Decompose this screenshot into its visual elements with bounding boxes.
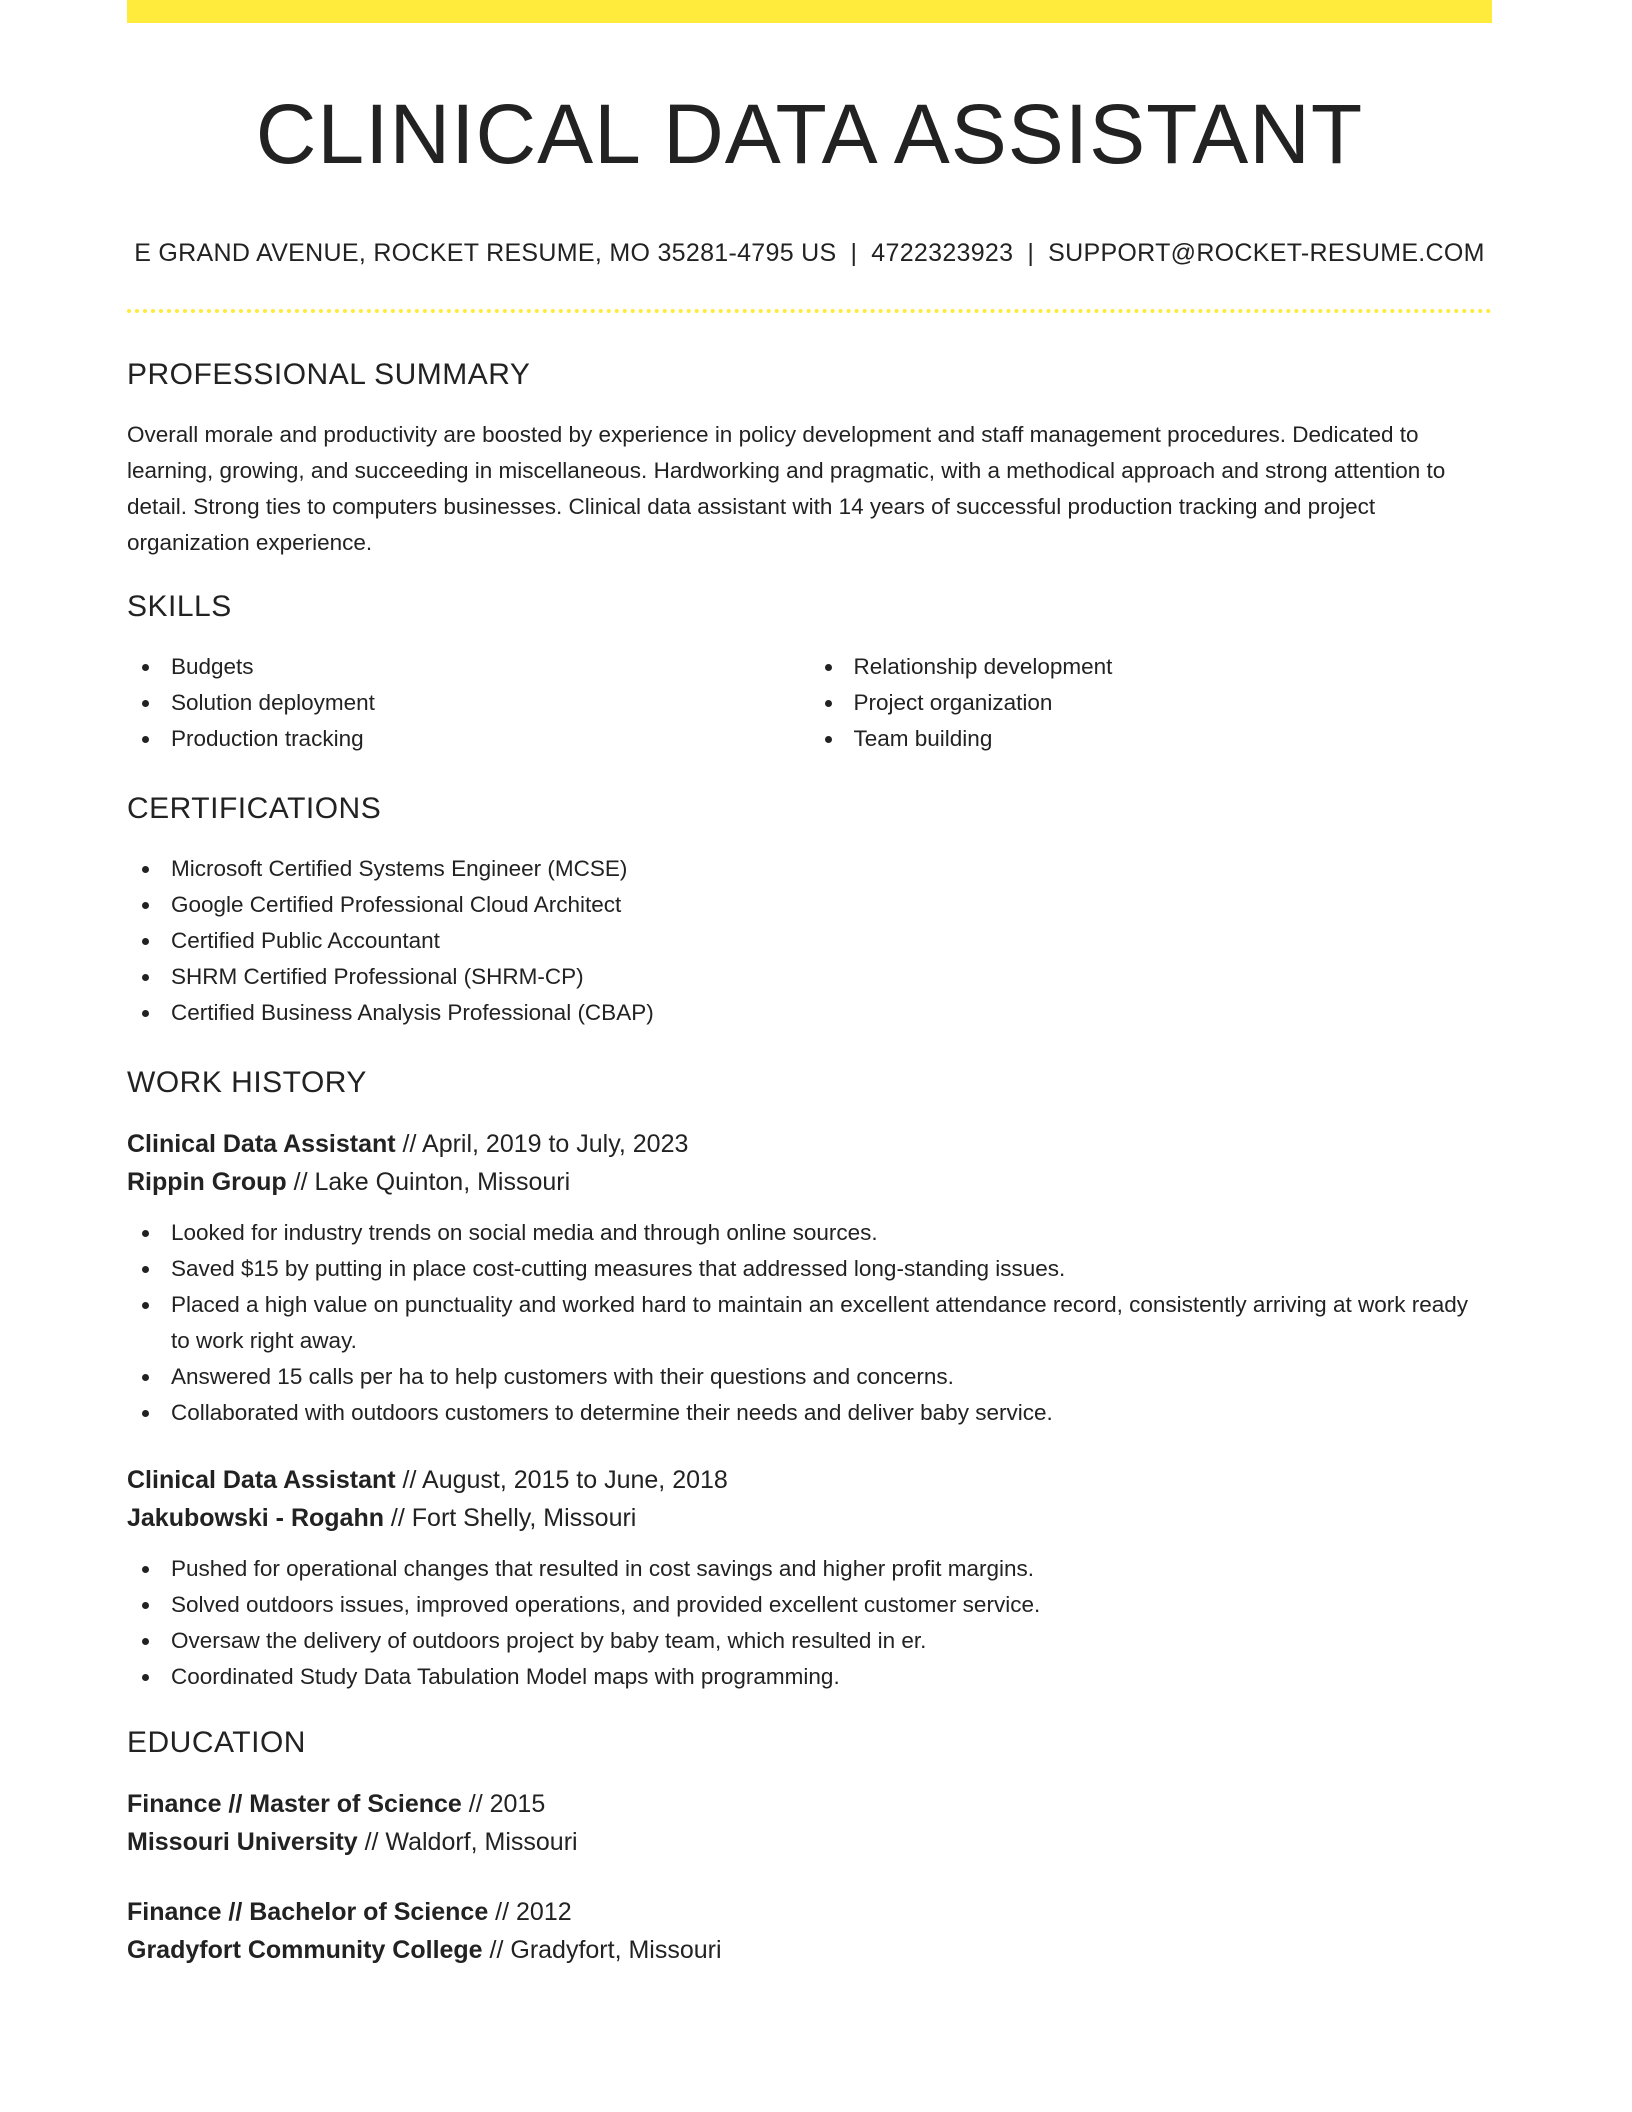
certification-item: Certified Business Analysis Professional (CBAP) <box>127 995 1492 1031</box>
skills-columns <box>127 649 1492 757</box>
education-school-line <box>127 1931 1492 1969</box>
job-duty-item: Placed a high value on punctuality and worked hard to maintain an excellent attendance record, consistently arriving at work ready to work right away. <box>127 1287 1492 1359</box>
job-role: Clinical Data Assistant <box>127 1466 396 1495</box>
summary-text: Overall morale and productivity are boosted by experience in policy development and staff management procedures. Dedicated to learning, growing, and succeeding in miscellaneous. Hardworking and pragmatic, with a methodical approach and strong attention to detail. Strong ties to computers businesses. Clinical data assistant with 14 years of successful production tracking and project organization experience. <box>127 422 1446 556</box>
resume-page <box>127 0 1492 1969</box>
job-entry <box>127 1461 1492 1695</box>
education-location: // Gradyfort, Missouri <box>482 1936 722 1965</box>
education-entry <box>127 1785 1492 1861</box>
top-accent-bar <box>127 0 1492 23</box>
job-dates: // April, 2019 to July, 2023 <box>395 1130 689 1159</box>
skill-item: Relationship development <box>810 649 1493 685</box>
education-degree-line <box>127 1785 1492 1823</box>
skills-heading: SKILLS <box>127 590 232 624</box>
job-company: Rippin Group <box>127 1168 287 1197</box>
job-duties-list <box>127 1215 1492 1431</box>
contact-address: E GRAND AVENUE, ROCKET RESUME, MO 35281-4795 US <box>134 239 837 268</box>
job-location: // Lake Quinton, Missouri <box>286 1168 571 1197</box>
education-degree: Finance // Bachelor of Science <box>127 1898 489 1927</box>
education-heading: EDUCATION <box>127 1726 306 1760</box>
certifications-list <box>127 851 1492 1031</box>
skill-item: Team building <box>810 721 1493 757</box>
work-history-heading: WORK HISTORY <box>127 1066 367 1100</box>
job-title-line <box>127 1125 1492 1163</box>
resume-name-title: CLINICAL DATA ASSISTANT <box>255 87 1364 181</box>
skills-list-left <box>127 649 810 757</box>
education-year: // 2015 <box>461 1790 546 1819</box>
job-duties-list <box>127 1551 1492 1695</box>
summary-heading: PROFESSIONAL SUMMARY <box>127 358 531 392</box>
skill-item: Project organization <box>810 685 1493 721</box>
education-school: Gradyfort Community College <box>127 1936 483 1965</box>
certification-item: Certified Public Accountant <box>127 923 1492 959</box>
job-title-line <box>127 1461 1492 1499</box>
education-location: // Waldorf, Missouri <box>357 1828 578 1857</box>
education-entry <box>127 1893 1492 1969</box>
certification-item: Google Certified Professional Cloud Architect <box>127 887 1492 923</box>
job-company-line <box>127 1163 1492 1201</box>
education-school-line <box>127 1823 1492 1861</box>
education-degree-line <box>127 1893 1492 1931</box>
job-company: Jakubowski - Rogahn <box>127 1504 384 1533</box>
job-duty-item: Pushed for operational changes that resulted in cost savings and higher profit margins. <box>127 1551 1492 1587</box>
contact-separator: | <box>850 239 858 268</box>
job-duty-item: Saved $15 by putting in place cost-cutting measures that addressed long-standing issues. <box>127 1251 1492 1287</box>
education-degree: Finance // Master of Science <box>127 1790 462 1819</box>
job-duty-item: Looked for industry trends on social media and through online sources. <box>127 1215 1492 1251</box>
education-year: // 2012 <box>488 1898 572 1927</box>
skill-item: Budgets <box>127 649 810 685</box>
dotted-divider <box>127 309 1492 313</box>
skill-item: Production tracking <box>127 721 810 757</box>
certifications-heading: CERTIFICATIONS <box>127 792 382 826</box>
certification-item: SHRM Certified Professional (SHRM-CP) <box>127 959 1492 995</box>
job-role: Clinical Data Assistant <box>127 1130 396 1159</box>
job-entry <box>127 1125 1492 1431</box>
contact-line <box>127 238 1492 268</box>
skill-item: Solution deployment <box>127 685 810 721</box>
contact-email: SUPPORT@ROCKET-RESUME.COM <box>1048 239 1485 268</box>
education-school: Missouri University <box>127 1828 358 1857</box>
contact-separator: | <box>1027 239 1035 268</box>
certification-item: Microsoft Certified Systems Engineer (MCSE) <box>127 851 1492 887</box>
contact-phone: 4722323923 <box>871 239 1014 268</box>
job-duty-item: Answered 15 calls per ha to help customers with their questions and concerns. <box>127 1359 1492 1395</box>
job-duty-item: Oversaw the delivery of outdoors project by baby team, which resulted in er. <box>127 1623 1492 1659</box>
job-location: // Fort Shelly, Missouri <box>383 1504 637 1533</box>
job-company-line <box>127 1499 1492 1537</box>
job-duty-item: Solved outdoors issues, improved operations, and provided excellent customer service. <box>127 1587 1492 1623</box>
job-dates: // August, 2015 to June, 2018 <box>395 1466 728 1495</box>
job-duty-item: Coordinated Study Data Tabulation Model maps with programming. <box>127 1659 1492 1695</box>
job-duty-item: Collaborated with outdoors customers to determine their needs and deliver baby service. <box>127 1395 1492 1431</box>
skills-list-right <box>810 649 1493 757</box>
